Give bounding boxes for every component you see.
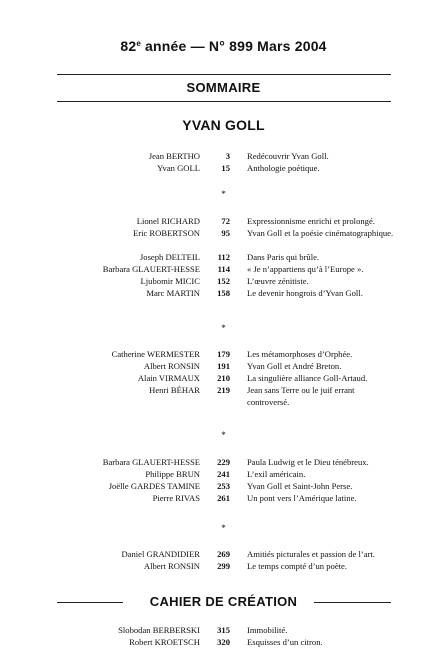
toc-page-number: 3 <box>225 151 230 161</box>
toc-author: Daniel GRANDIDIER <box>121 549 200 559</box>
toc-entry <box>0 560 447 572</box>
toc-author: Jean BERTHO <box>148 151 200 161</box>
toc-page-number: 210 <box>217 373 230 383</box>
toc-entry <box>0 227 447 239</box>
toc-author: Eric ROBERTSON <box>132 228 200 238</box>
toc-entry <box>0 480 447 492</box>
toc-author: Yvan GOLL <box>157 163 200 173</box>
toc-author: Robert KROETSCH <box>129 637 200 647</box>
toc-article-title: Dans Paris qui brûle. <box>247 252 320 262</box>
toc-article-title: Immobilité. <box>247 625 288 635</box>
toc-article-title: Expressionnisme enrichi et prolongé. <box>247 216 375 226</box>
toc-article-title: L’œuvre zénitiste. <box>247 276 309 286</box>
issue-info: année — N° 899 Mars 2004 <box>140 38 327 54</box>
toc-page-number: 320 <box>217 637 230 647</box>
toc-article-title: Le temps compté d’un poète. <box>247 561 347 571</box>
toc-article-title: Yvan Goll et André Breton. <box>247 361 342 371</box>
toc-author: Philippe BRUN <box>145 469 200 479</box>
toc-author: Henri BÉHAR <box>149 385 200 395</box>
cahier-heading: CAHIER DE CRÉATION <box>149 594 298 609</box>
toc-entry <box>0 348 447 360</box>
toc-author: Alain VIRMAUX <box>137 373 200 383</box>
toc-author: Catherine WERMESTER <box>111 349 200 359</box>
toc-author: Pierre RIVAS <box>152 493 200 503</box>
cahier-right-rule <box>314 602 391 603</box>
toc-article-title: L’exil américain. <box>247 469 306 479</box>
toc-author: Albert RONSIN <box>143 561 200 571</box>
toc-page-number: 95 <box>221 228 230 238</box>
issue-header <box>0 38 447 54</box>
toc-article-title: Amitiés picturales et passion de l’art. <box>247 549 375 559</box>
toc-article-title: Esquisses d’un citron. <box>247 637 323 647</box>
toc-page-number: 241 <box>217 469 230 479</box>
toc-article-title: Yvan Goll et Saint-John Perse. <box>247 481 353 491</box>
toc-author: Ljubomir MICIC <box>140 276 200 286</box>
toc-article-title: Yvan Goll et la poésie cinématographique. <box>247 228 394 238</box>
toc-author: Barbara GLAUERT-HESSE <box>102 264 200 274</box>
sommaire-heading: SOMMAIRE <box>186 80 261 95</box>
toc-entry <box>0 251 447 263</box>
toc-page-number: 158 <box>217 288 230 298</box>
toc-page-number: 112 <box>217 252 230 262</box>
toc-page-number: 191 <box>217 361 230 371</box>
toc-entry <box>0 492 447 504</box>
toc-entry <box>0 275 447 287</box>
issue-ordinal-suffix: e <box>136 39 141 48</box>
section-separator-star: * <box>221 323 226 333</box>
toc-article-title: « Je n’appartiens qu’à l’Europe ». <box>247 264 364 274</box>
toc-entry <box>0 287 447 299</box>
toc-page-number: 299 <box>217 561 230 571</box>
toc-page-number: 269 <box>217 549 230 559</box>
toc-page-number: 72 <box>221 216 230 226</box>
toc-page-number: 219 <box>217 385 230 395</box>
toc-entry <box>0 624 447 636</box>
toc-entry <box>0 162 447 174</box>
toc-entry <box>0 372 447 384</box>
toc-entry <box>0 636 447 648</box>
toc-entry <box>0 548 447 560</box>
toc-article-title: Paula Ludwig et le Dieu ténébreux. <box>247 457 369 467</box>
toc-entry <box>0 360 447 372</box>
toc-page-number: 229 <box>217 457 230 467</box>
toc-entry <box>0 384 447 407</box>
toc-author: Joëlle GARDES TAMINE <box>108 481 200 491</box>
toc-article-title: Un pont vers l’Amérique latine. <box>247 493 357 503</box>
toc-page-number: 152 <box>217 276 230 286</box>
toc-author: Slobodan BERBERSKI <box>118 625 200 635</box>
top-rule <box>57 74 391 75</box>
toc-article-title: Anthologie poétique. <box>247 163 320 173</box>
toc-entry <box>0 456 447 468</box>
toc-page-number: 179 <box>217 349 230 359</box>
toc-page-number: 315 <box>217 625 230 635</box>
section-separator-star: * <box>221 189 226 199</box>
section-title: YVAN GOLL <box>182 117 265 133</box>
toc-page-number: 261 <box>217 493 230 503</box>
toc-author: Barbara GLAUERT-HESSE <box>102 457 200 467</box>
toc-entry <box>0 215 447 227</box>
toc-article-title: Jean sans Terre ou le juif errant controversé. <box>247 385 355 407</box>
issue-year-number: 82 <box>120 38 137 54</box>
toc-author: Marc MARTIN <box>146 288 200 298</box>
toc-article-title: Le devenir hongrois d’Yvan Goll. <box>247 288 363 298</box>
section-separator-star: * <box>221 523 226 533</box>
sommaire-rule <box>57 101 391 102</box>
toc-page-number: 114 <box>217 264 230 274</box>
toc-page-number: 253 <box>217 481 230 491</box>
toc-article-title: Redécouvrir Yvan Goll. <box>247 151 329 161</box>
toc-entry <box>0 150 447 162</box>
toc-article-title: Les métamorphoses d’Orphée. <box>247 349 353 359</box>
toc-author: Lionel RICHARD <box>136 216 200 226</box>
toc-author: Joseph DELTEIL <box>139 252 200 262</box>
toc-article-title: La singulière alliance Goll-Artaud. <box>247 373 368 383</box>
section-separator-star: * <box>221 430 226 440</box>
toc-author: Albert RONSIN <box>143 361 200 371</box>
toc-page-number: 15 <box>221 163 230 173</box>
toc-entry <box>0 468 447 480</box>
toc-entry <box>0 263 447 275</box>
